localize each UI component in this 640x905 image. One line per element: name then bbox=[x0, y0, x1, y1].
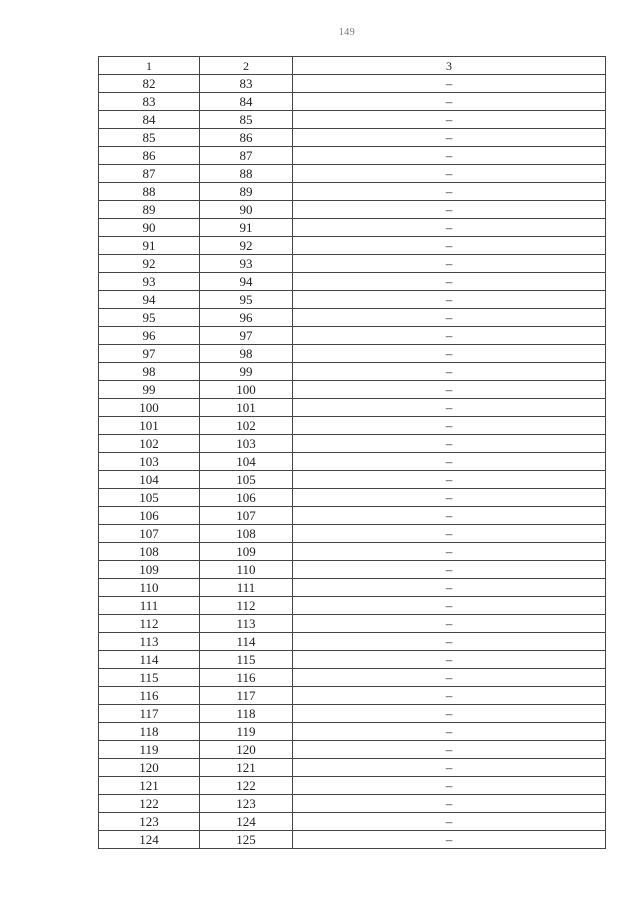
table-row bbox=[99, 327, 606, 345]
cell-col-1: 84 bbox=[99, 111, 200, 129]
cell-col-1: 95 bbox=[99, 309, 200, 327]
cell-col-2: 118 bbox=[200, 705, 293, 723]
cell-col-3: – bbox=[293, 795, 606, 813]
cell-col-1: 97 bbox=[99, 345, 200, 363]
cell-col-2: 102 bbox=[200, 417, 293, 435]
table-row bbox=[99, 543, 606, 561]
table-row bbox=[99, 561, 606, 579]
cell-col-2: 124 bbox=[200, 813, 293, 831]
cell-col-3: – bbox=[293, 327, 606, 345]
cell-col-1: 99 bbox=[99, 381, 200, 399]
table-row bbox=[99, 237, 606, 255]
cell-col-2: 90 bbox=[200, 201, 293, 219]
table-row bbox=[99, 183, 606, 201]
cell-col-1: 114 bbox=[99, 651, 200, 669]
table-row bbox=[99, 723, 606, 741]
table-row bbox=[99, 165, 606, 183]
cell-col-3: – bbox=[293, 543, 606, 561]
cell-col-3: – bbox=[293, 813, 606, 831]
cell-col-1: 116 bbox=[99, 687, 200, 705]
table-row bbox=[99, 687, 606, 705]
cell-col-3: – bbox=[293, 651, 606, 669]
table-row bbox=[99, 471, 606, 489]
table-row bbox=[99, 255, 606, 273]
cell-col-2: 111 bbox=[200, 579, 293, 597]
table-row bbox=[99, 507, 606, 525]
table-row bbox=[99, 525, 606, 543]
cell-col-2: 86 bbox=[200, 129, 293, 147]
cell-col-3: – bbox=[293, 111, 606, 129]
table-row bbox=[99, 831, 606, 849]
cell-col-1: 82 bbox=[99, 75, 200, 93]
cell-col-3: – bbox=[293, 489, 606, 507]
cell-col-1: 121 bbox=[99, 777, 200, 795]
cell-col-3: – bbox=[293, 255, 606, 273]
table-row bbox=[99, 633, 606, 651]
cell-col-1: 122 bbox=[99, 795, 200, 813]
cell-col-2: 92 bbox=[200, 237, 293, 255]
cell-col-2: 95 bbox=[200, 291, 293, 309]
cell-col-3: – bbox=[293, 579, 606, 597]
cell-col-2: 89 bbox=[200, 183, 293, 201]
cell-col-2: 117 bbox=[200, 687, 293, 705]
cell-col-1: 106 bbox=[99, 507, 200, 525]
cell-col-3: – bbox=[293, 237, 606, 255]
cell-col-1: 83 bbox=[99, 93, 200, 111]
table-row bbox=[99, 741, 606, 759]
cell-col-1: 96 bbox=[99, 327, 200, 345]
table-row bbox=[99, 363, 606, 381]
cell-col-1: 118 bbox=[99, 723, 200, 741]
table-row bbox=[99, 777, 606, 795]
page-number: 149 bbox=[338, 27, 356, 38]
cell-col-2: 88 bbox=[200, 165, 293, 183]
cell-col-3: – bbox=[293, 165, 606, 183]
cell-col-1: 108 bbox=[99, 543, 200, 561]
cell-col-2: 100 bbox=[200, 381, 293, 399]
cell-col-3: – bbox=[293, 435, 606, 453]
table-row bbox=[99, 309, 606, 327]
cell-col-2: 110 bbox=[200, 561, 293, 579]
header-cell-3: 3 bbox=[293, 57, 606, 75]
table-row bbox=[99, 273, 606, 291]
cell-col-3: – bbox=[293, 705, 606, 723]
cell-col-2: 99 bbox=[200, 363, 293, 381]
cell-col-2: 104 bbox=[200, 453, 293, 471]
cell-col-1: 117 bbox=[99, 705, 200, 723]
header-cell-2: 2 bbox=[200, 57, 293, 75]
cell-col-2: 83 bbox=[200, 75, 293, 93]
cell-col-1: 123 bbox=[99, 813, 200, 831]
cell-col-1: 103 bbox=[99, 453, 200, 471]
table-row bbox=[99, 579, 606, 597]
cell-col-2: 109 bbox=[200, 543, 293, 561]
cell-col-3: – bbox=[293, 525, 606, 543]
table-row bbox=[99, 147, 606, 165]
cell-col-1: 115 bbox=[99, 669, 200, 687]
cell-col-3: – bbox=[293, 831, 606, 849]
cell-col-1: 102 bbox=[99, 435, 200, 453]
cell-col-3: – bbox=[293, 669, 606, 687]
cell-col-3: – bbox=[293, 93, 606, 111]
cell-col-3: – bbox=[293, 759, 606, 777]
table-row bbox=[99, 597, 606, 615]
cell-col-3: – bbox=[293, 723, 606, 741]
table-row bbox=[99, 291, 606, 309]
cell-col-1: 120 bbox=[99, 759, 200, 777]
cell-col-2: 125 bbox=[200, 831, 293, 849]
cell-col-3: – bbox=[293, 399, 606, 417]
cell-col-1: 110 bbox=[99, 579, 200, 597]
table-row bbox=[99, 111, 606, 129]
cell-col-3: – bbox=[293, 471, 606, 489]
table-body bbox=[99, 57, 606, 849]
cell-col-3: – bbox=[293, 453, 606, 471]
cell-col-1: 86 bbox=[99, 147, 200, 165]
table-row bbox=[99, 795, 606, 813]
table-row bbox=[99, 219, 606, 237]
cell-col-2: 84 bbox=[200, 93, 293, 111]
cell-col-1: 91 bbox=[99, 237, 200, 255]
cell-col-1: 111 bbox=[99, 597, 200, 615]
table-row bbox=[99, 489, 606, 507]
cell-col-2: 116 bbox=[200, 669, 293, 687]
cell-col-1: 85 bbox=[99, 129, 200, 147]
cell-col-2: 93 bbox=[200, 255, 293, 273]
cell-col-3: – bbox=[293, 633, 606, 651]
table-row bbox=[99, 75, 606, 93]
cell-col-1: 112 bbox=[99, 615, 200, 633]
cell-col-1: 109 bbox=[99, 561, 200, 579]
cell-col-2: 121 bbox=[200, 759, 293, 777]
table-row bbox=[99, 759, 606, 777]
cell-col-2: 105 bbox=[200, 471, 293, 489]
cell-col-3: – bbox=[293, 687, 606, 705]
cell-col-3: – bbox=[293, 345, 606, 363]
cell-col-1: 107 bbox=[99, 525, 200, 543]
table-row bbox=[99, 93, 606, 111]
table-row bbox=[99, 201, 606, 219]
cell-col-1: 90 bbox=[99, 219, 200, 237]
cell-col-1: 89 bbox=[99, 201, 200, 219]
header-cell-1: 1 bbox=[99, 57, 200, 75]
cell-col-1: 88 bbox=[99, 183, 200, 201]
cell-col-2: 106 bbox=[200, 489, 293, 507]
cell-col-2: 97 bbox=[200, 327, 293, 345]
cell-col-2: 119 bbox=[200, 723, 293, 741]
cell-col-2: 122 bbox=[200, 777, 293, 795]
cell-col-1: 94 bbox=[99, 291, 200, 309]
table-row bbox=[99, 417, 606, 435]
cell-col-2: 96 bbox=[200, 309, 293, 327]
cell-col-3: – bbox=[293, 741, 606, 759]
cell-col-2: 103 bbox=[200, 435, 293, 453]
cell-col-3: – bbox=[293, 183, 606, 201]
table-row bbox=[99, 615, 606, 633]
cell-col-2: 107 bbox=[200, 507, 293, 525]
table-row bbox=[99, 705, 606, 723]
cell-col-2: 85 bbox=[200, 111, 293, 129]
cell-col-2: 115 bbox=[200, 651, 293, 669]
table-header-row bbox=[99, 57, 606, 75]
table-row bbox=[99, 399, 606, 417]
cell-col-1: 104 bbox=[99, 471, 200, 489]
cell-col-3: – bbox=[293, 201, 606, 219]
cell-col-3: – bbox=[293, 597, 606, 615]
data-table bbox=[98, 56, 606, 849]
cell-col-3: – bbox=[293, 75, 606, 93]
cell-col-3: – bbox=[293, 615, 606, 633]
cell-col-2: 98 bbox=[200, 345, 293, 363]
cell-col-2: 87 bbox=[200, 147, 293, 165]
cell-col-1: 98 bbox=[99, 363, 200, 381]
cell-col-1: 119 bbox=[99, 741, 200, 759]
table-row bbox=[99, 453, 606, 471]
cell-col-2: 91 bbox=[200, 219, 293, 237]
cell-col-1: 124 bbox=[99, 831, 200, 849]
table-row bbox=[99, 435, 606, 453]
cell-col-3: – bbox=[293, 273, 606, 291]
cell-col-2: 114 bbox=[200, 633, 293, 651]
table-row bbox=[99, 651, 606, 669]
cell-col-3: – bbox=[293, 777, 606, 795]
cell-col-2: 120 bbox=[200, 741, 293, 759]
cell-col-3: – bbox=[293, 417, 606, 435]
cell-col-1: 105 bbox=[99, 489, 200, 507]
cell-col-1: 113 bbox=[99, 633, 200, 651]
cell-col-3: – bbox=[293, 309, 606, 327]
cell-col-3: – bbox=[293, 363, 606, 381]
cell-col-1: 101 bbox=[99, 417, 200, 435]
cell-col-2: 108 bbox=[200, 525, 293, 543]
cell-col-2: 112 bbox=[200, 597, 293, 615]
table-row bbox=[99, 669, 606, 687]
cell-col-3: – bbox=[293, 129, 606, 147]
cell-col-3: – bbox=[293, 561, 606, 579]
cell-col-2: 113 bbox=[200, 615, 293, 633]
cell-col-2: 123 bbox=[200, 795, 293, 813]
cell-col-3: – bbox=[293, 381, 606, 399]
cell-col-1: 100 bbox=[99, 399, 200, 417]
table-row bbox=[99, 129, 606, 147]
cell-col-1: 87 bbox=[99, 165, 200, 183]
cell-col-2: 101 bbox=[200, 399, 293, 417]
cell-col-3: – bbox=[293, 507, 606, 525]
table-row bbox=[99, 813, 606, 831]
cell-col-3: – bbox=[293, 291, 606, 309]
table-row bbox=[99, 345, 606, 363]
cell-col-2: 94 bbox=[200, 273, 293, 291]
table-row bbox=[99, 381, 606, 399]
cell-col-1: 92 bbox=[99, 255, 200, 273]
cell-col-1: 93 bbox=[99, 273, 200, 291]
cell-col-3: – bbox=[293, 219, 606, 237]
cell-col-3: – bbox=[293, 147, 606, 165]
